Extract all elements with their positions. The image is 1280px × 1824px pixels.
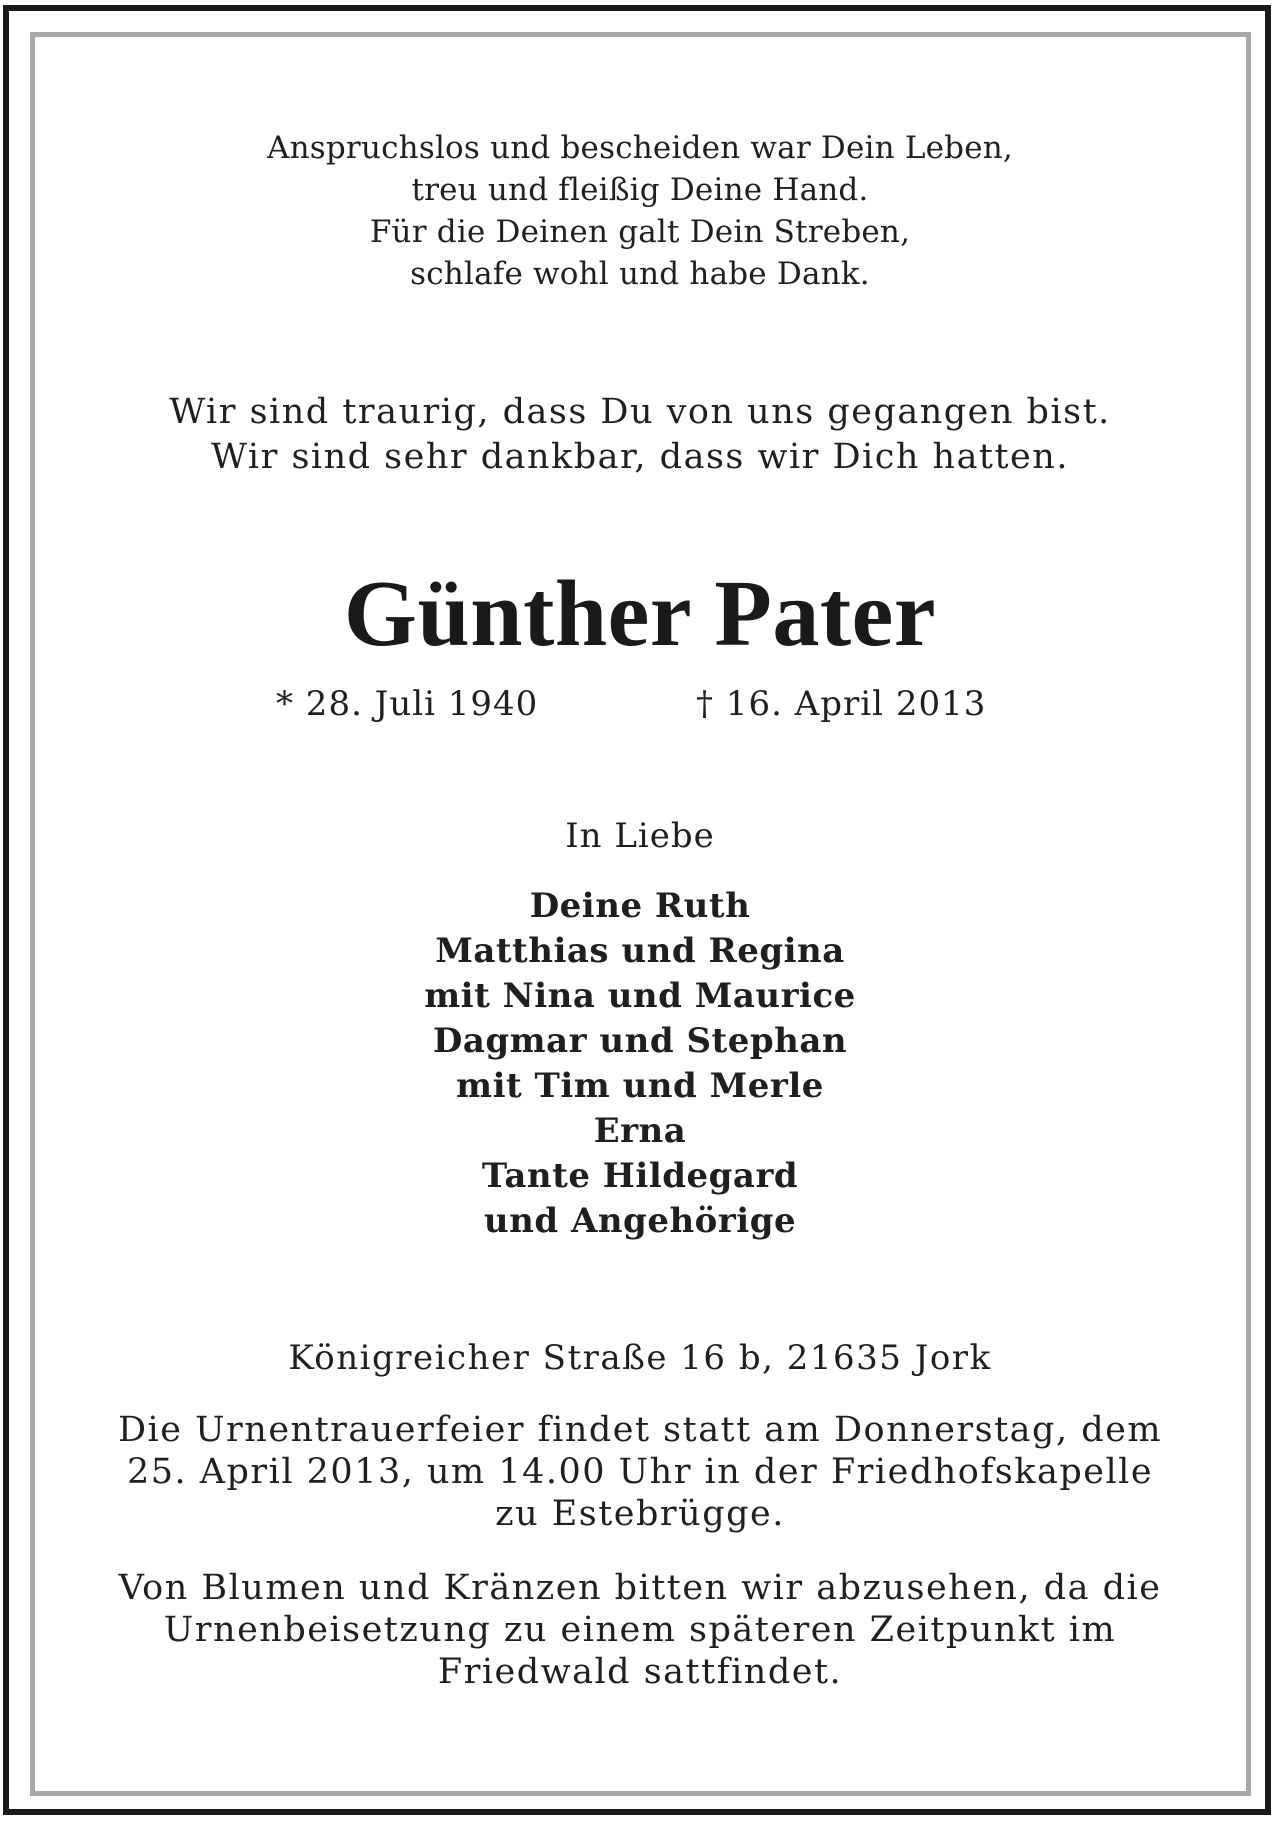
- birth-date: * 28. Juli 1940: [276, 684, 539, 724]
- mourner-line: Dagmar und Stephan: [432, 1021, 848, 1061]
- sentiment-line: Wir sind traurig, dass Du von uns gegangen bist.: [169, 392, 1111, 432]
- address: Königreicher Straße 16 b, 21635 Jork: [288, 1338, 992, 1378]
- verse-line: Anspruchslos und bescheiden war Dein Leben,: [267, 130, 1013, 166]
- mourner-line: Deine Ruth: [529, 886, 751, 926]
- request-line: Urnenbeisetzung zu einem späteren Zeitpunkt im: [163, 1610, 1117, 1650]
- ceremony-line: zu Estebrügge.: [495, 1494, 785, 1534]
- ceremony-line: Die Urnentrauerfeier findet statt am Donnerstag, dem: [117, 1410, 1163, 1450]
- deceased-name: Günther Pater: [343, 562, 937, 666]
- sentiment-text: [40, 390, 1240, 480]
- request-line: Friedwald sattfindet.: [437, 1652, 843, 1692]
- flowers-request: [40, 1567, 1240, 1693]
- mourner-line: Matthias und Regina: [435, 931, 845, 971]
- death-date: † 16. April 2013: [696, 684, 987, 724]
- verse-line: treu und fleißig Deine Hand.: [411, 172, 869, 208]
- mourner-line: Tante Hildegard: [481, 1156, 799, 1196]
- mourners-list: [40, 884, 1240, 1244]
- mourner-line: mit Nina und Maurice: [424, 976, 856, 1016]
- request-line: Von Blumen und Kränzen bitten wir abzusehen, da die: [118, 1568, 1162, 1608]
- sentiment-line: Wir sind sehr dankbar, dass wir Dich hatten.: [211, 437, 1069, 477]
- mourner-line: und Angehörige: [483, 1201, 797, 1241]
- mourner-line: Erna: [593, 1111, 687, 1151]
- verse-line: schlafe wohl und habe Dank.: [410, 256, 870, 292]
- mourner-line: mit Tim und Merle: [456, 1066, 824, 1106]
- verse-line: Für die Deinen galt Dein Streben,: [369, 214, 911, 250]
- memorial-verse: [40, 127, 1240, 295]
- ceremony-line: 25. April 2013, um 14.00 Uhr in der Friedhofskapelle: [126, 1452, 1154, 1492]
- in-liebe-heading: In Liebe: [565, 816, 715, 856]
- ceremony-notice: [40, 1409, 1240, 1535]
